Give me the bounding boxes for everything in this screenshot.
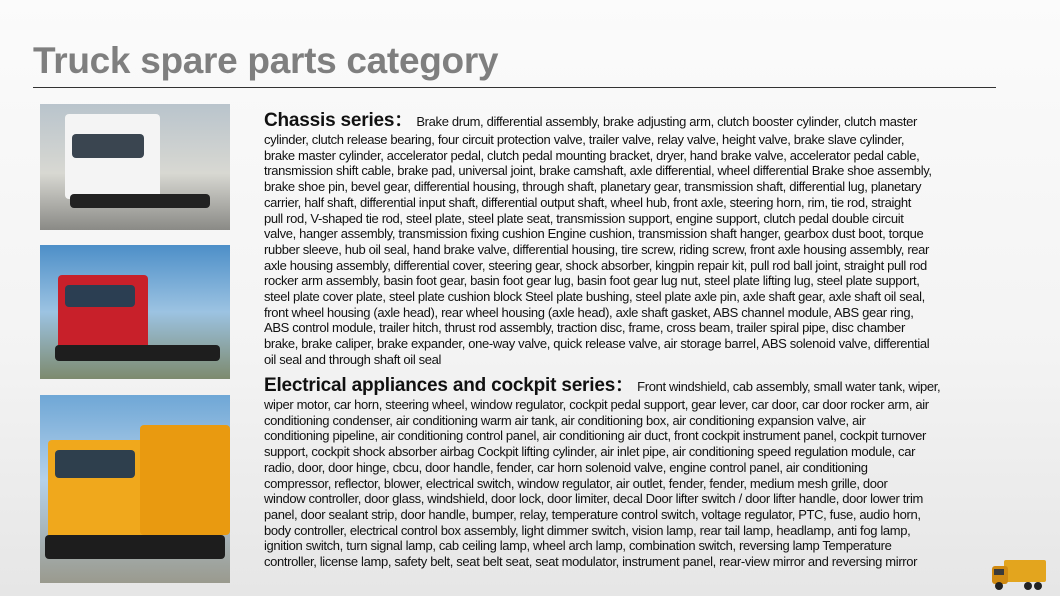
- red-truck-photo: [40, 245, 230, 379]
- parts-text-line: pull rod, V-shaped tie rod, steel plate, steel plate seat, transmission support, engine support, clutch pedal double circuit: [264, 210, 904, 226]
- parts-text-line: window controller, door glass, windshield, door lock, door limiter, decal Door lifter switch / door lifter handle, door lower trim: [264, 491, 923, 507]
- electrical-series-heading: Electrical appliances and cockpit series：: [264, 375, 634, 396]
- parts-text-line: body controller, electrical control box assembly, light dimmer switch, vision lamp, rear tail lamp, headlamp, anti fog lamp,: [264, 522, 911, 538]
- parts-text-line: support, cockpit shock absorber airbag Cockpit lifting cylinder, air inlet pipe, air conditioning speed regulation module, car: [264, 444, 916, 460]
- yellow-dump-truck-photo: [40, 395, 230, 583]
- parts-text-line: conditioning condenser, air conditioning warm air tank, air conditioning box, air conditioning expansion valve, air: [264, 412, 866, 428]
- parts-text-line: ABS control module, trailer hitch, thrust rod assembly, traction disc, frame, cross beam, trailer spiral pipe, disc chamber: [264, 320, 905, 336]
- parts-text-line: brake master cylinder, accelerator pedal, clutch pedal mounting bracket, dryer, hand brake valve, accelerator pedal cable,: [264, 147, 920, 163]
- white-truck-photo: [40, 104, 230, 230]
- chassis-series-heading: Chassis series：: [264, 110, 414, 131]
- parts-text-line: oil seal and through shaft oil seal: [264, 351, 442, 367]
- title-divider: [33, 87, 996, 88]
- electrical-parts-text: Front windshield, cab assembly, small water tank, wiper,: [637, 379, 941, 394]
- parts-text-line: rocker arm assembly, basin foot gear, basin foot gear lug, basin foot gear lug nut, steel plate lifting lug, steel plate support,: [264, 273, 920, 289]
- parts-text-line: cylinder, clutch release bearing, four circuit protection valve, trailer valve, relay valve, height valve, brake slave cylinder,: [264, 132, 905, 147]
- parts-text-line: valve, hanger assembly, transmission fixing cushion Engine cushion, transmission shaft hanger, gearbox dust boot, torque: [264, 226, 924, 242]
- parts-text-line: compressor, reflector, blower, electrical switch, window regulator, air outlet, fender, fender, medium mesh grille, door: [264, 475, 888, 491]
- parts-text-line: carrier, half shaft, differential input shaft, differential output shaft, wheel hub, front axle, steering horn, rim, tie rod, straight: [264, 194, 912, 210]
- truck-logo-icon: [990, 556, 1048, 592]
- parts-text-line: panel, door sealant strip, door handle, bumper, relay, temperature control switch, voltage regulator, PTC, fuse, audio horn,: [264, 506, 921, 522]
- chassis-parts-text: Brake drum, differential assembly, brake adjusting arm, clutch booster cylinder, clutch master: [416, 114, 917, 129]
- parts-text-line: brake shoe pin, bevel gear, differential housing, through shaft, planetary gear, transmission shaft, differential lug, planetary: [264, 179, 922, 195]
- parts-text-line: rubber sleeve, hub oil seal, hand brake valve, differential housing, tire screw, riding screw, front axle housing assembly, rear: [264, 241, 930, 257]
- parts-text-line: brake, brake caliper, brake expander, one-way valve, quick release valve, air storage barrel, ABS solenoid valve, differential: [264, 336, 930, 352]
- parts-text-line: controller, license lamp, safety belt, seat belt seat, seat modulator, instrument panel, rear-view mirror and reversing mirror: [264, 554, 918, 570]
- parts-text-line: axle housing assembly, differential cover, steering gear, shock absorber, kingpin repair kit, pull rod ball joint, straight pull rod: [264, 257, 927, 273]
- parts-text-line: conditioning pipeline, air conditioning control panel, air conditioning air duct, front cockpit instrument panel, cockpit turnover: [264, 428, 926, 444]
- parts-text-line: steel plate cover plate, steel plate cushion block Steel plate bushing, steel plate axle pin, axle shaft gear, axle shaft oil seal,: [264, 289, 925, 305]
- parts-text-line: transmission shift cable, brake pad, universal joint, brake camshaft, axle differential, wheel differential Brake shoe assembly,: [264, 163, 932, 179]
- parts-text-line: ignition switch, turn signal lamp, cab ceiling lamp, wheel arch lamp, combination switch, reversing lamp Temperature: [264, 538, 892, 554]
- electrical-cockpit-section: [264, 375, 1004, 570]
- page-title: Truck spare parts category: [33, 40, 499, 81]
- parts-text-line: radio, door, door hinge, cbcu, door handle, fender, car horn solenoid valve, engine control panel, air conditioning: [264, 459, 868, 475]
- chassis-series-section: [264, 110, 1004, 368]
- parts-text-line: wiper motor, car horn, steering wheel, window regulator, cockpit pedal support, gear lever, car door, car door rocker arm, air: [264, 397, 929, 412]
- parts-text-line: front wheel housing (axle head), rear wheel housing (axle head), axle shaft gasket, ABS channel module, ABS gear ring,: [264, 304, 914, 320]
